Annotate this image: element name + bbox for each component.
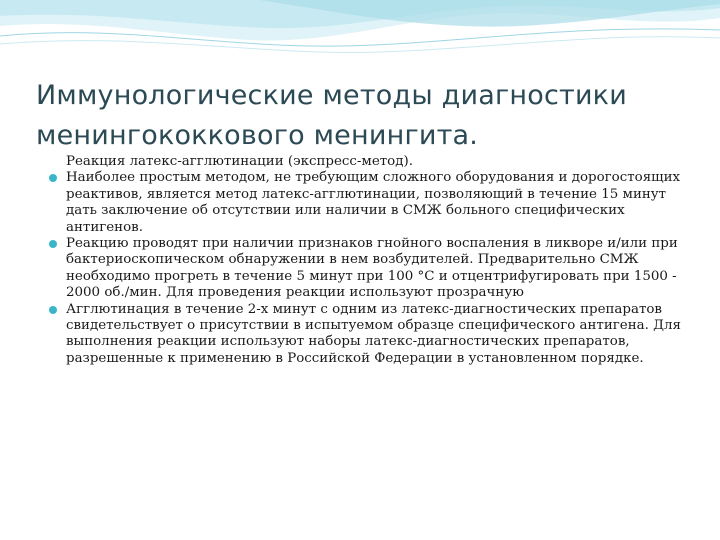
bullet-list [48, 170, 698, 367]
bullet-text: Наиболее простым методом, не требующим сложного оборудования и дорогостоящих реактивов, является метод латекс-агглютинации, позволяющий в течение 15 минут дать заключение об отсутствии или наличии в СМЖ больного специфических антигенов. [66, 170, 681, 235]
slide-body [48, 154, 698, 367]
header-wave-decoration [0, 0, 720, 60]
bullet-dot-icon [49, 306, 57, 314]
lead-text: Реакция латекс-агглютинации (экспресс-метод). [66, 154, 413, 169]
bullet-item [48, 302, 698, 368]
bullet-item [48, 236, 698, 302]
bullet-dot-icon [49, 240, 57, 248]
bullet-item [48, 170, 698, 236]
bullet-text: Реакцию проводят при наличии признаков гнойного воспаления в ликворе и/или при бактериоскопическом обнаружении в нем возбудителей. Предварительно СМЖ необходимо прогреть в течение 5 минут при 100 °С и отцентрифугировать при 1500 - 2000 об./мин. Для проведения реакции используют прозрачную [66, 236, 678, 301]
slide-title: Иммунологические методы диагностики менингококкового менингита. [36, 80, 627, 152]
bullet-text: Агглютинация в течение 2-х минут с одним из латекс-диагностических препаратов свидетельствует о присутствии в испытуемом образце специфического антигена. Для выполнения реакции используют наборы латекс-диагностических препаратов, разрешенные к применению в Российской Федерации в установленном порядке. [66, 301, 681, 366]
bullet-dot-icon [49, 174, 57, 182]
